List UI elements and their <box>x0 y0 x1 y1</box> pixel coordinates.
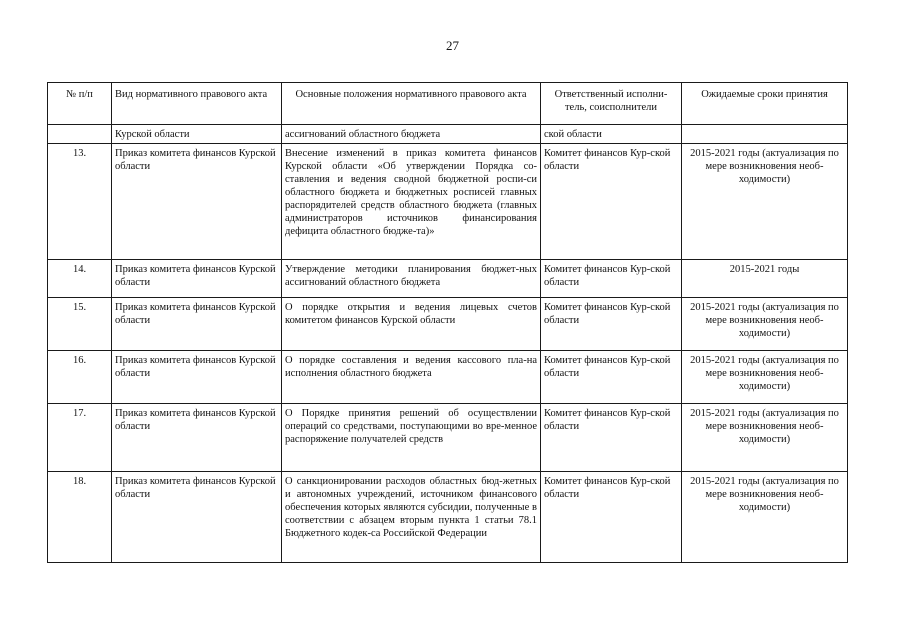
cell-expected-dates <box>682 125 848 144</box>
cell-act-type: Приказ комитета финансов Курской области <box>112 144 282 260</box>
cell-responsible: Комитет финансов Кур-ской области <box>541 351 682 404</box>
cell-number: 13. <box>48 144 112 260</box>
cell-number <box>48 125 112 144</box>
table-row <box>48 144 848 260</box>
cell-main-provisions: Утверждение методики планирования бюджет-ных ассигнований областного бюджета <box>282 260 541 298</box>
cell-responsible: ской области <box>541 125 682 144</box>
cell-act-type: Приказ комитета финансов Курской области <box>112 298 282 351</box>
cell-expected-dates: 2015-2021 годы (актуализация по мере возникновения необ-ходимости) <box>682 472 848 563</box>
table-row <box>48 260 848 298</box>
cell-act-type: Курской области <box>112 125 282 144</box>
header-expected-dates: Ожидаемые сроки принятия <box>682 83 848 125</box>
header-act-type: Вид нормативного правового акта <box>112 83 282 125</box>
cell-number: 16. <box>48 351 112 404</box>
table-header-row <box>48 83 848 125</box>
cell-act-type: Приказ комитета финансов Курской области <box>112 472 282 563</box>
cell-act-type: Приказ комитета финансов Курской области <box>112 260 282 298</box>
cell-main-provisions: ассигнований областного бюджета <box>282 125 541 144</box>
cell-main-provisions: О санкционировании расходов областных бюд-жетных и автономных учреждений, источником финансового обеспечения которых являются субсидии, полученные в соответствии с абзацем вторым пункта 1 статьи 78.1 Бюджетного кодек-са Российской Федерации <box>282 472 541 563</box>
page-number: 27 <box>446 38 459 53</box>
cell-act-type: Приказ комитета финансов Курской области <box>112 351 282 404</box>
table-row <box>48 404 848 472</box>
cell-act-type: Приказ комитета финансов Курской области <box>112 404 282 472</box>
cell-responsible: Комитет финансов Кур-ской области <box>541 144 682 260</box>
cell-expected-dates: 2015-2021 годы (актуализация по мере возникновения необ-ходимости) <box>682 298 848 351</box>
continuation-row <box>48 125 848 144</box>
cell-main-provisions: Внесение изменений в приказ комитета финансов Курской области «Об утверждении Порядка со-ставления и ведения сводной бюджетной роспи-си областного бюджета и бюджетных росписей главных распорядителей средств областного бюджета (главных администраторов источников финансирования дефицита областного бюдже-та)» <box>282 144 541 260</box>
cell-number: 15. <box>48 298 112 351</box>
cell-number: 17. <box>48 404 112 472</box>
cell-expected-dates: 2015-2021 годы (актуализация по мере возникновения необ-ходимости) <box>682 351 848 404</box>
cell-main-provisions: О Порядке принятия решений об осуществлении операций со средствами, поступающими во вре-менное распоряжение получателей средств <box>282 404 541 472</box>
cell-responsible: Комитет финансов Кур-ской области <box>541 472 682 563</box>
cell-responsible: Комитет финансов Кур-ской области <box>541 260 682 298</box>
cell-responsible: Комитет финансов Кур-ской области <box>541 298 682 351</box>
cell-expected-dates: 2015-2021 годы (актуализация по мере возникновения необ-ходимости) <box>682 404 848 472</box>
header-responsible: Ответственный исполни-тель, соисполнители <box>541 83 682 125</box>
header-number: № п/п <box>48 83 112 125</box>
table-row <box>48 472 848 563</box>
table-row <box>48 351 848 404</box>
cell-responsible: Комитет финансов Кур-ской области <box>541 404 682 472</box>
table-row <box>48 298 848 351</box>
cell-expected-dates: 2015-2021 годы <box>682 260 848 298</box>
cell-main-provisions: О порядке составления и ведения кассового пла-на исполнения областного бюджета <box>282 351 541 404</box>
cell-main-provisions: О порядке открытия и ведения лицевых счетов комитетом финансов Курской области <box>282 298 541 351</box>
cell-number: 18. <box>48 472 112 563</box>
header-main-provisions: Основные положения нормативного правового акта <box>282 83 541 125</box>
cell-expected-dates: 2015-2021 годы (актуализация по мере возникновения необ-ходимости) <box>682 144 848 260</box>
regulatory-acts-table <box>47 82 848 563</box>
cell-number: 14. <box>48 260 112 298</box>
